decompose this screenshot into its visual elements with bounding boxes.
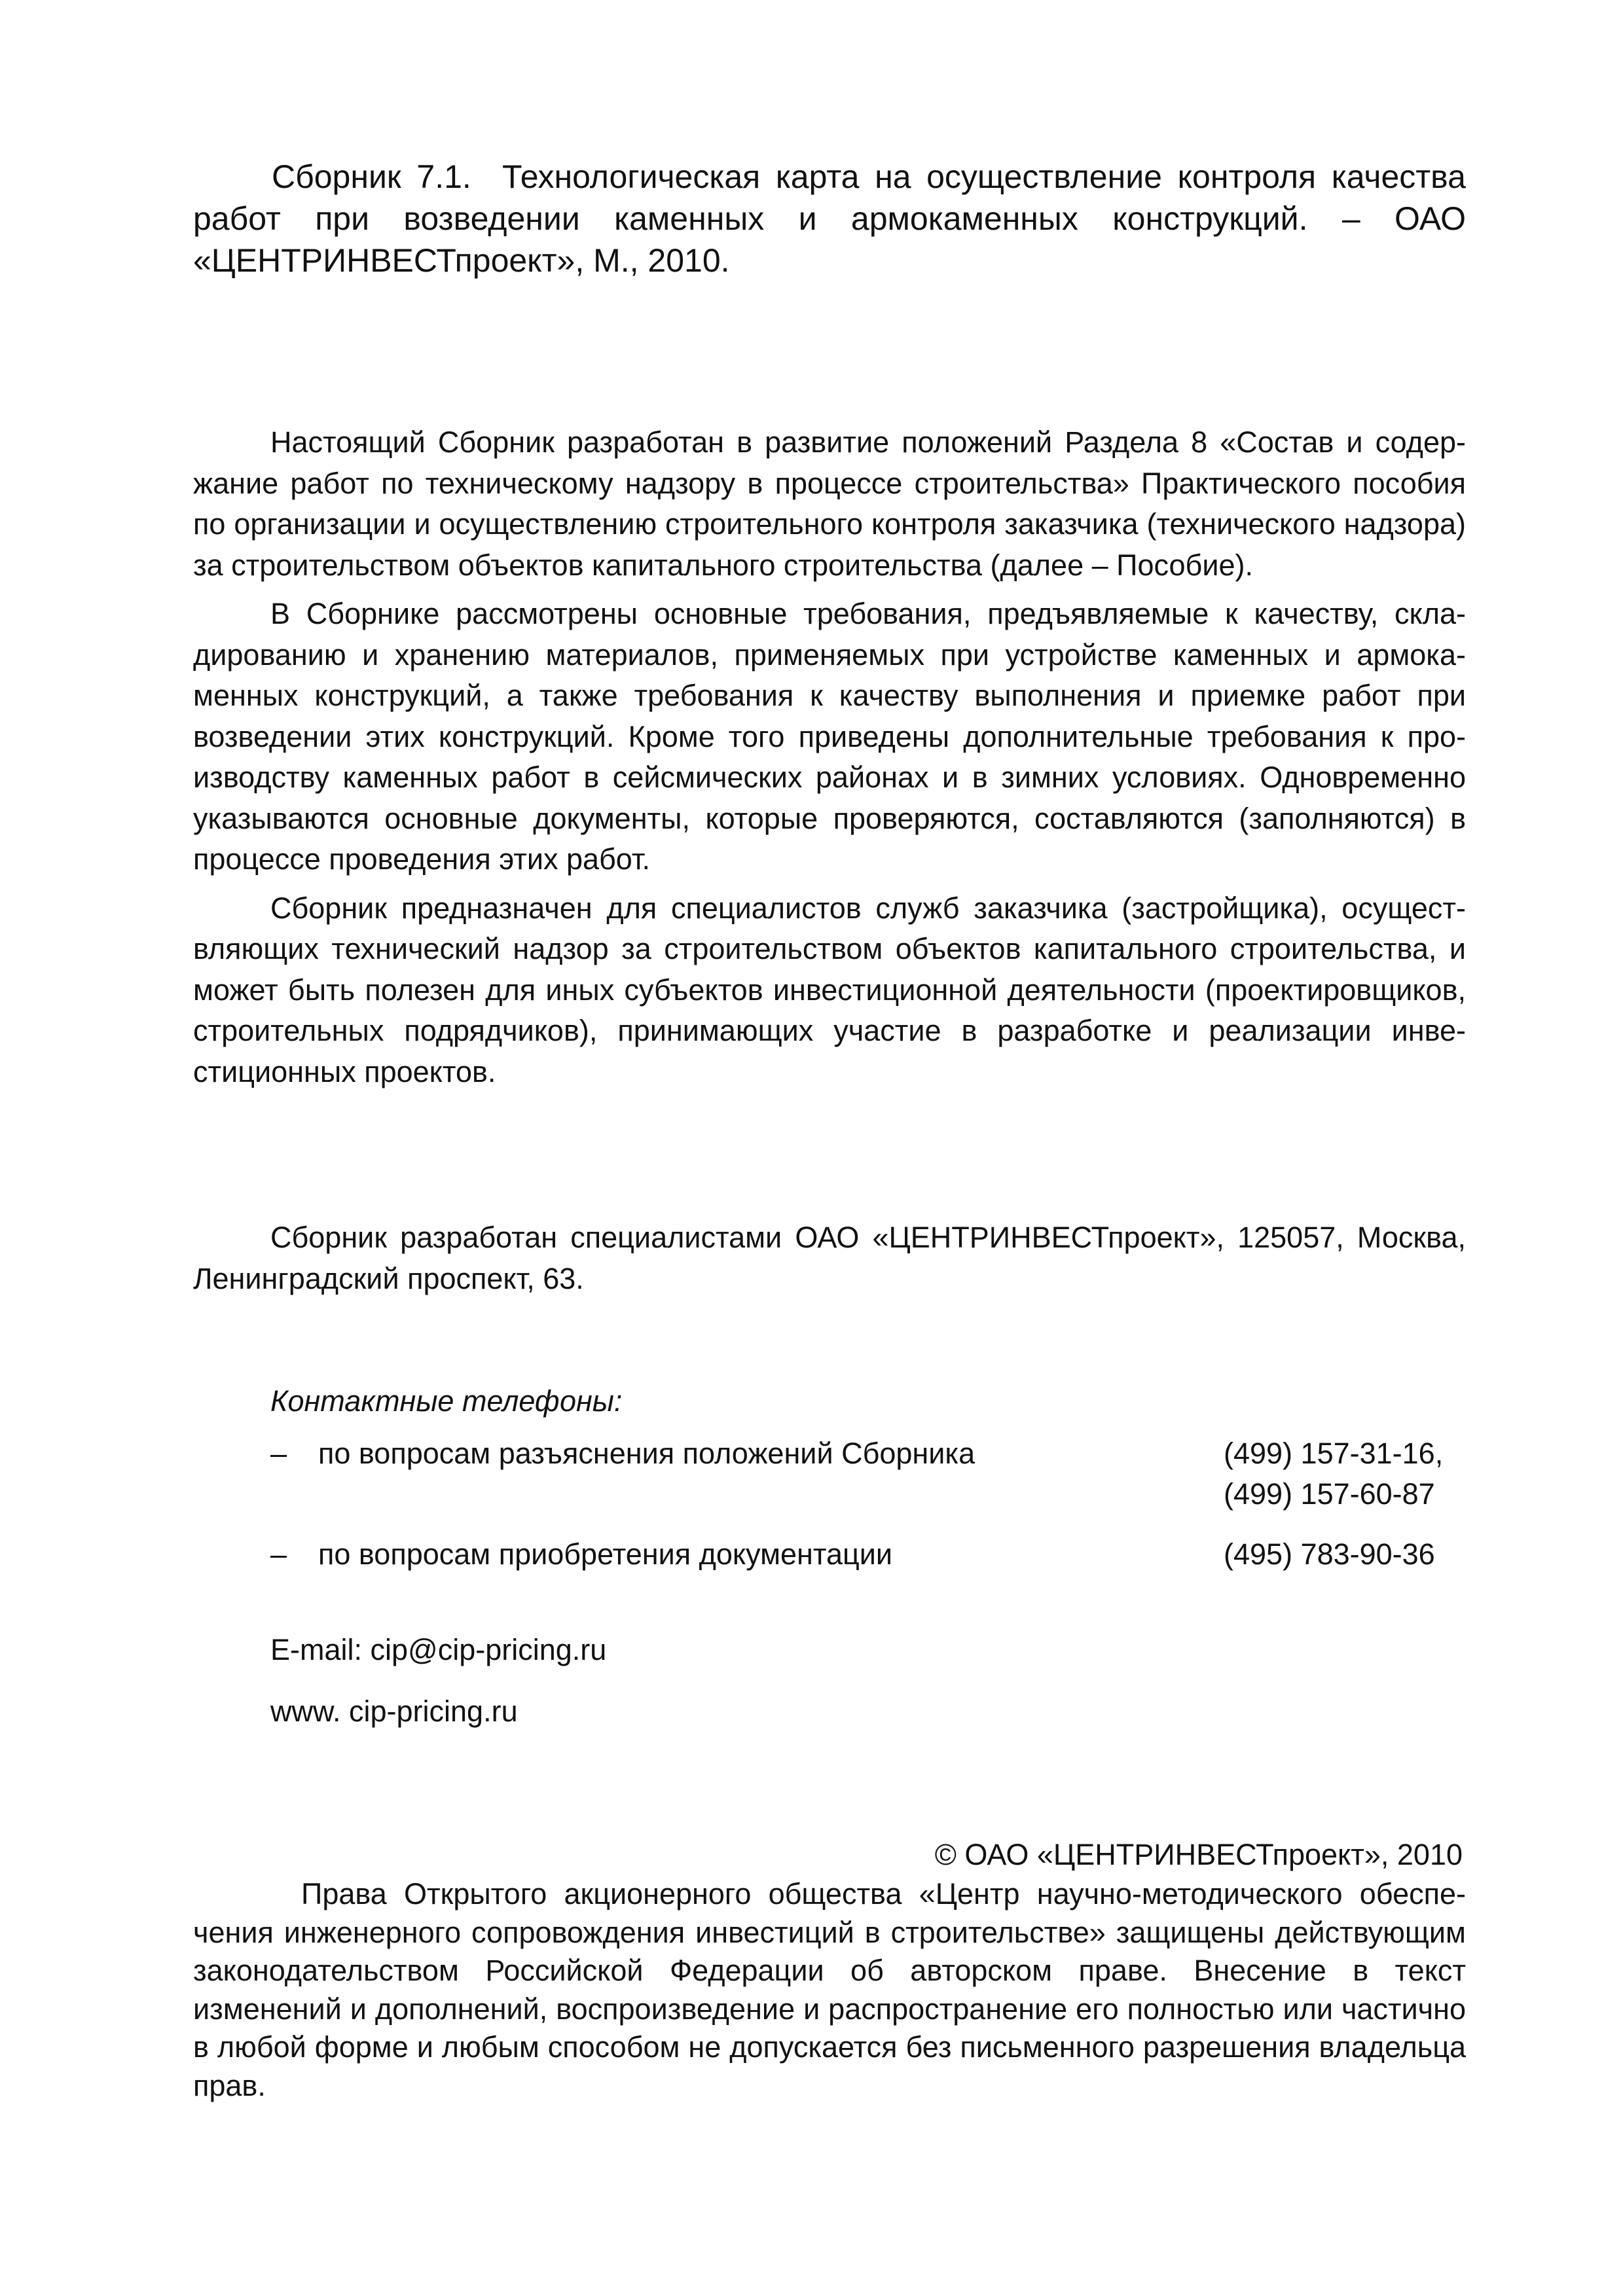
contacts-section [270,1381,1446,1594]
email-address: E-mail: cip@cip-pricing.ru [270,1633,607,1666]
contact-phones [1224,1534,1446,1575]
developer-info: Сборник разработан специалистами ОАО «ЦЕНТРИНВЕСТпроект», 125057, Москва, Ленинградский проспект, 63. [193,1221,1466,1295]
contact-row-clarification [270,1433,1446,1515]
contact-label: по вопросам разъяснения положений Сборника [318,1437,976,1470]
collection-title-text: Технологическая карта на осуществление контроля качества работ при возведении каменных и армокаменных конструкций. – ОАО «ЦЕНТРИНВЕСТпроект», М., 2010. [193,158,1466,279]
contact-phones [1224,1433,1446,1515]
website-address: www. cip-pricing.ru [270,1695,518,1728]
paragraph-purpose: Настоящий Сборник разработан в развитие положений Раздела 8 «Состав и содержание работ по техническому надзору в процессе строительства» Практического пособия по организации и осуществлению строительного контроля заказчика (технического надзора) за строительством объектов капитального строительства (далее – Пособие). [193,425,1466,582]
description-section [193,422,1466,1100]
links-section [270,1630,606,1753]
paragraph-contents: В Сборнике рассмотрены основные требования, предъявляемые к качеству, складированию и хранению материалов, применяемых при устройстве каменных и армокаменных конструкций, а также требования к качеству выполнения и приемке работ при возведении этих конструкций. Кроме того приведены дополнительные требования к производству каменных работ в сейсмических районах и в зимних условиях. Одновременно указываются основные документы, которые проверяются, составляются (заполняются) в процессе проведения этих работ. [193,597,1466,876]
phone-number: (499) 157-60-87 [1224,1477,1435,1511]
phone-number: (495) 783-90-36 [1224,1537,1435,1571]
collection-number: Сборник 7.1. [272,158,471,195]
paragraph-audience: Сборник предназначен для специалистов служб заказчика (застройщика), осуществляющих технический надзор за строительством объектов капитального строительства, и может быть полезен для иных субъектов инвестиционной деятельности (проектировщиков, строительных подрядчиков), принимающих участие в разработке и реализации инвестиционных проектов. [193,891,1466,1088]
contacts-heading: Контактные телефоны: [270,1384,623,1418]
list-dash: – [270,1437,287,1470]
phone-number: (499) 157-31-16, [1224,1437,1444,1470]
copyright-line: © ОАО «ЦЕНТРИНВЕСТпроект», 2010 [934,1838,1463,1871]
contact-row-purchase [270,1534,1446,1575]
list-dash: – [270,1537,287,1571]
contact-label: по вопросам приобретения документации [318,1537,893,1571]
collection-title [193,156,1466,281]
rights-notice: Права Открытого акционерного общества «Центр научно-методического обеспечения инженерного сопровождения инвестиций в строительстве» защищены действующим законодательством Российской Федерации об авторском праве. Внесение в текст изменений и дополнений, воспроизведение и распространение его полностью или частично в любой форме и любым способом не допускается без письменного разрешения владельца прав. [193,1877,1466,2102]
